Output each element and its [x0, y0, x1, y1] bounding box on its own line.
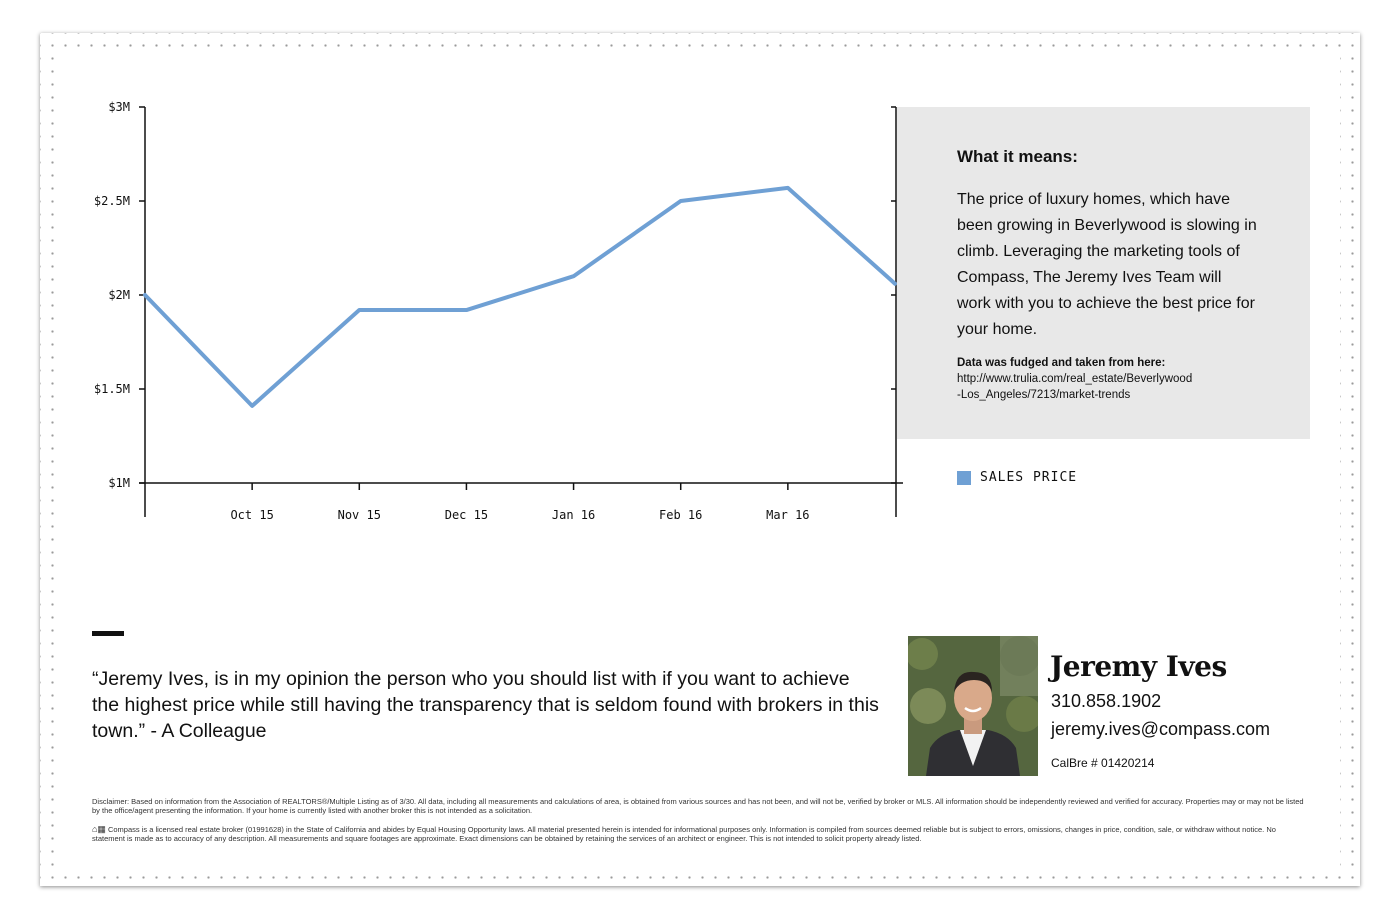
- x-tick-label: Mar 16: [766, 508, 810, 522]
- agent-phone[interactable]: 310.858.1902: [1051, 691, 1162, 711]
- broker-disclaimer: [92, 825, 1310, 843]
- info-source-line2: -Los_Angeles/7213/market-trends: [957, 389, 1131, 401]
- y-tick-label: $1M: [108, 476, 130, 490]
- agent-license: CalBre # 01420214: [1051, 756, 1155, 770]
- agent-name: Jeremy Ives: [1050, 650, 1227, 683]
- legend-swatch: [957, 471, 971, 485]
- agent-portrait-image: [908, 636, 1038, 776]
- disclaimer-text: Disclaimer: Based on information from the Association of REALTORS®/Multiple Listing as of 3/30. All data, including all measurements and calculations of area, is obtained from various sources and has not been, and will not be, verified by broker or MLS. All information should be independently reviewed and verified for accuracy. Properties may or may not be listed by the office/agent presenting the information. If your home is currently listed with another broker this is not intended as a solicitation.: [92, 797, 1304, 815]
- x-tick-label: Jan 16: [551, 508, 596, 522]
- x-tick-label: Nov 15: [337, 508, 381, 522]
- broker-disclaimer-text: Compass is a licensed real estate broker (01991628) in the State of California and abides by Equal Housing Opportunity laws. All material presented herein is intended for informational purposes only. Information is compiled from sources deemed reliable but is subject to errors, omissions, changes in price, condition, sale, or withdraw without notice. No statement is made as to accuracy of any description. All measurements and square footages are approximate. Exact dimensions can be obtained by retaining the services of an architect or engineer. This is not intended to solicit property already listed.: [92, 825, 1276, 843]
- y-tick-label: $2.5M: [93, 194, 130, 208]
- x-axis-ticks: [230, 483, 809, 522]
- chart-legend: [957, 470, 1077, 485]
- y-tick-label: $1.5M: [93, 382, 130, 396]
- legend-label: SALES PRICE: [980, 470, 1078, 485]
- info-source: [957, 371, 1270, 403]
- info-panel: [897, 107, 1310, 439]
- x-tick-label: Oct 15: [230, 508, 274, 522]
- y-axis-ticks: [94, 100, 896, 490]
- x-tick-label: Dec 15: [444, 508, 489, 522]
- quote-accent-bar: [92, 631, 124, 636]
- chart-axes: [139, 107, 903, 517]
- x-tick-label: Feb 16: [659, 508, 703, 522]
- y-tick-label: $2M: [108, 288, 130, 302]
- sales-price-line: [145, 188, 895, 406]
- info-note-title: Data was fudged and taken from here:: [957, 357, 1166, 369]
- testimonial-quote: “Jeremy Ives, is in my opinion the person who you should list with if you want to achieve the highest price while still having the transparency that is seldom found with brokers in this town.” - A Colleague: [92, 668, 879, 742]
- info-title: What it means:: [957, 147, 1078, 166]
- agent-email[interactable]: jeremy.ives@compass.com: [1051, 719, 1270, 739]
- info-source-line1: http://www.trulia.com/real_estate/Beverlywood: [957, 373, 1193, 385]
- y-tick-label: $3M: [108, 100, 130, 114]
- agent-photo: [908, 636, 1038, 776]
- info-body: The price of luxury homes, which have been growing in Beverlywood is slowing in climb. Leveraging the marketing tools of Compass, The Jeremy Ives Team will work with you to achieve the best price for your home.: [957, 191, 1257, 338]
- equal-housing-icon: ⌂▦: [92, 824, 106, 834]
